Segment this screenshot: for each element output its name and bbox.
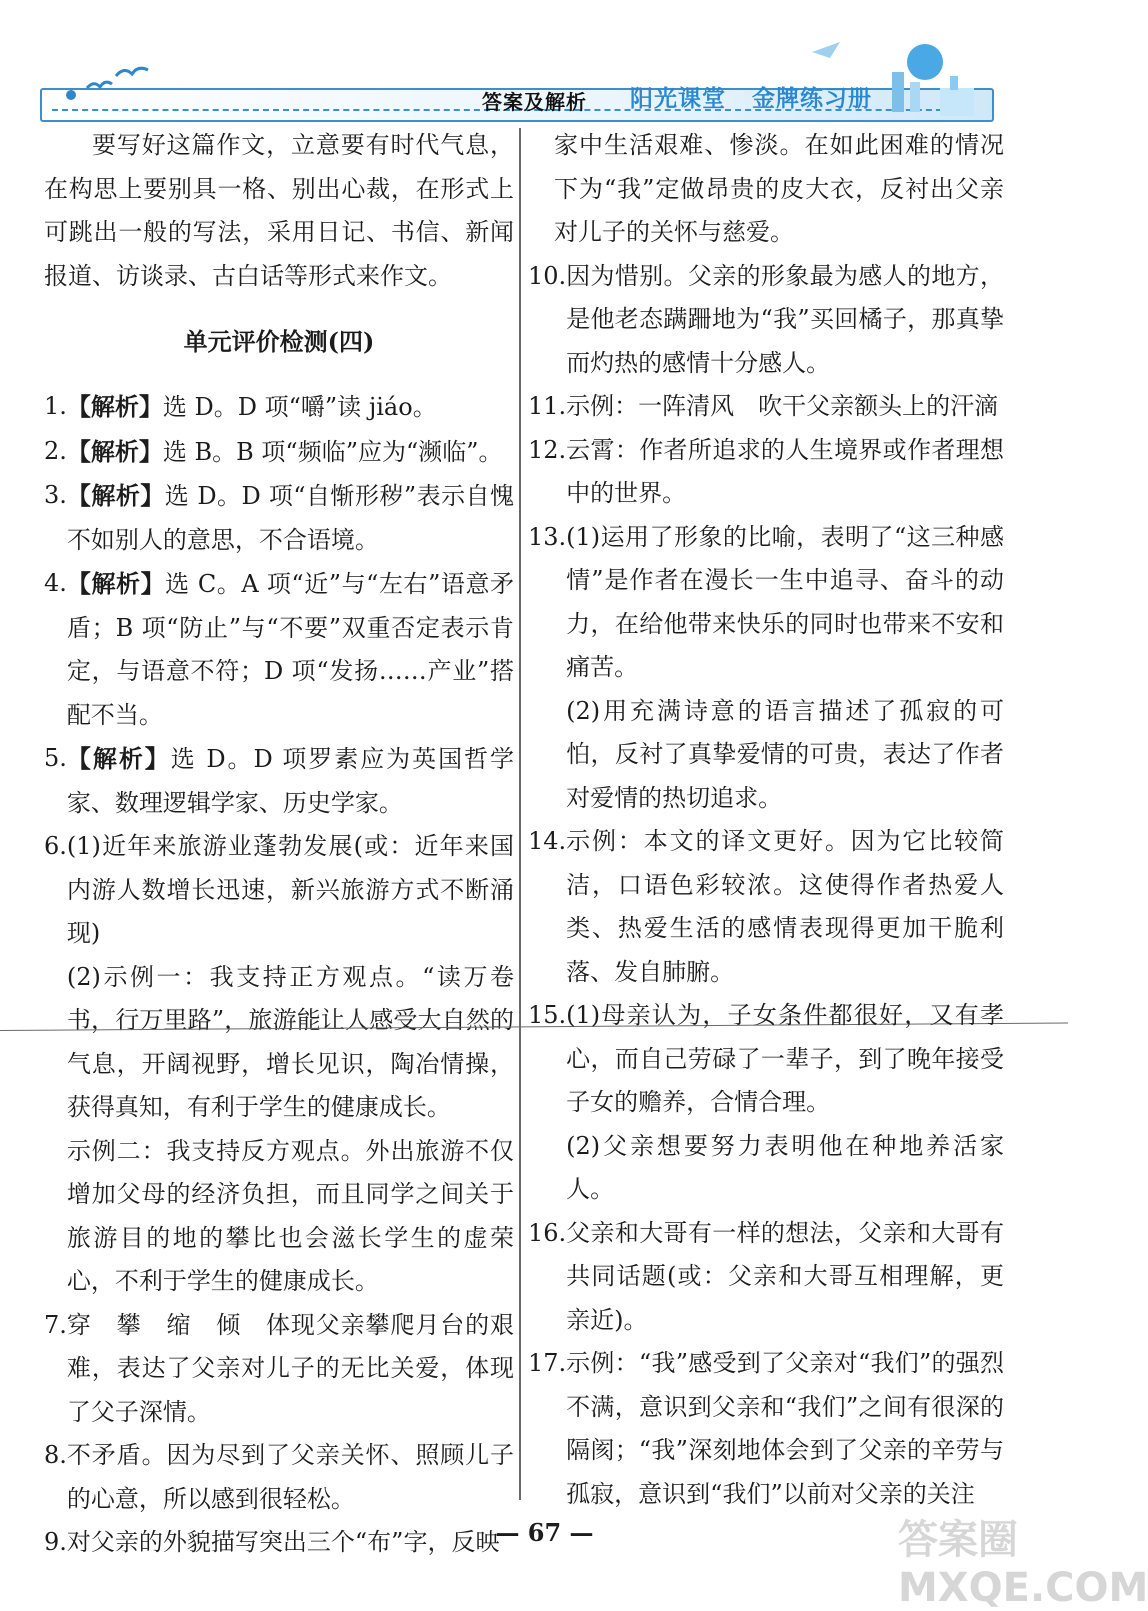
answer-item-2 [44,430,514,475]
analysis-tag: 【解析】 [66,392,163,421]
item-text: 选 D。D 项罗素应为英国哲学家、数理逻辑学家、历史学家。 [66,745,515,817]
item-number: 3. [44,481,67,509]
analysis-tag: 【解析】 [66,481,165,510]
item-text: (1)运用了形象的比喻，表明了“这三种感情”是作者在漫长一生中追寻、奋斗的动力，在给他带来快乐的同时也带来不安和痛苦。 [566,522,1004,681]
item-number: 14. [528,827,567,855]
item-number: 9. [44,1528,67,1556]
item-text: 对父亲的外貌描写突出三个“布”字，反映 [66,1528,500,1556]
left-column [44,124,514,1565]
answer-item-14 [528,820,1004,994]
item-text: 示例：一阵清风 吹干父亲额头上的汗滴 [566,392,999,420]
brand-name: 阳光课堂 [630,86,726,112]
page-header [0,0,1089,130]
item-number: 13. [528,522,567,551]
section-title: 单元评价检测(四) [183,327,375,356]
answer-item-15 [528,994,1004,1212]
item-number: 12. [528,435,567,464]
item-text: (1)母亲认为，子女条件都很好，又有孝心，而自己劳碌了一辈子，到了晚年接受子女的赡养，合情合理。 [566,1001,1004,1116]
answer-item-13 [528,516,1004,821]
answer-item-10 [528,255,1004,386]
answer-item-6 [44,825,514,1304]
answer-item-3 [44,474,514,562]
item-text: 不矛盾。因为尽到了父亲关怀、照顾儿子的心意，所以感到很轻松。 [66,1441,514,1513]
item-text: (2)示例一：我支持正方观点。“读万卷书，行万里路”，旅游能让人感受大自然的气息，开阔视野，增长见识，陶冶情操，获得真知，有利于学生的健康成长。 [66,962,514,1121]
essay-guidance: 要写好这篇作文，立意要有时代气息，在构思上要别具一格、别出心裁，在形式上可跳出一般的写法，采用日记、书信、新闻报道、访谈录、古白话等形式来作文。 [44,131,514,290]
item-number: 15. [528,1001,567,1029]
item-text: 穿 攀 缩 倾 体现父亲攀爬月台的艰难，表达了父亲对儿子的无比关爱，体现了父子深情。 [66,1310,514,1426]
globe-decoration-icon [800,38,1000,118]
right-column [528,124,1004,1516]
analysis-tag: 【解析】 [66,569,166,598]
item-number: 1. [44,392,67,420]
item-text: (2)用充满诗意的语言描述了孤寂的可怕，反衬了真挚爱情的可贵，表达了作者对爱情的热切追求。 [566,696,1004,812]
item-number: 4. [44,569,67,597]
item-number: 5. [44,744,67,772]
item-text: 因为惜别。父亲的形象最为感人的地方，是他老态蹒跚地为“我”买回橘子，那真挚而灼热的感情十分感人。 [566,261,1004,377]
answer-item-4 [44,562,514,737]
item-number: 2. [44,436,67,465]
watermark: 答案圈 MXQE.COM [898,1517,1148,1611]
answer-item-12 [528,429,1004,516]
column-divider [519,128,521,1500]
dot-icon [66,90,76,100]
answer-item-1 [44,385,514,430]
item-number: 10. [528,261,567,290]
analysis-tag: 【解析】 [66,436,163,466]
birds-icon [82,60,152,100]
item-text: 云霄：作者所追求的人生境界或作者理想中的世界。 [566,435,1004,507]
answer-item-8 [44,1434,514,1521]
answer-item-16 [528,1212,1004,1343]
book-name: 金牌练习册 [752,86,872,112]
item-text: 示例二：我支持反方观点。外出旅游不仅增加父母的经济负担，而且同学之间关于旅游目的地的攀比也会滋长学生的虚荣心，不利于学生的健康成长。 [66,1136,514,1295]
item-number: 7. [44,1310,67,1339]
item-number: 8. [44,1441,67,1469]
item-text: 选 D。D 项“嚼”读 jiáo。 [162,393,437,421]
answer-item-5 [44,737,514,825]
answer-item-17 [528,1342,1004,1516]
item-number: 6. [44,832,67,860]
item-text: 父亲和大哥有一样的想法，父亲和大哥有共同话题(或：父亲和大哥互相理解，更亲近)。 [566,1218,1004,1334]
item-text: 示例：本文的译文更好。因为它比较简洁，口语色彩较浓。这使得作者热爱人类、热爱生活的感情表现得更加干脆利落、发自肺腑。 [566,827,1004,986]
item-number: 11. [528,392,567,420]
answer-item-7 [44,1304,514,1435]
item-9-continuation: 家中生活艰难、惨淡。在如此困难的情况下为“我”定做昂贵的皮大衣，反衬出父亲对儿子的关怀与慈爱。 [554,131,1004,246]
answer-item-11 [528,385,1004,429]
item-text: (2)父亲想要努力表明他在种地养活家人。 [566,1131,1004,1203]
item-text: 选 D。D 项“自惭形秽”表示自愧不如别人的意思，不合语境。 [66,482,515,554]
item-text: 示例：“我”感受到了父亲对“我们”的强烈不满，意识到父亲和“我们”之间有很深的隔阂；“我”深刻地体会到了父亲的辛劳与孤寂，意识到“我们”以前对父亲的关注 [566,1349,1004,1508]
header-title: 答案及解析 [482,90,587,114]
item-text: 选 C。A 项“近”与“左右”语意矛盾；B 项“防止”与“不要”双重否定表示肯定，与语意不符；D 项“发扬……产业”搭配不当。 [66,570,515,729]
item-number: 16. [528,1218,567,1247]
page-number: — 67 — [495,1518,594,1547]
item-text: 选 B。B 项“频临”应为“濒临”。 [162,437,503,466]
item-text: (1)近年来旅游业蓬勃发展(或：近年来国内游人数增长迅速，新兴旅游方式不断涌现) [66,832,514,947]
analysis-tag: 【解析】 [66,744,171,773]
item-number: 17. [528,1349,567,1377]
